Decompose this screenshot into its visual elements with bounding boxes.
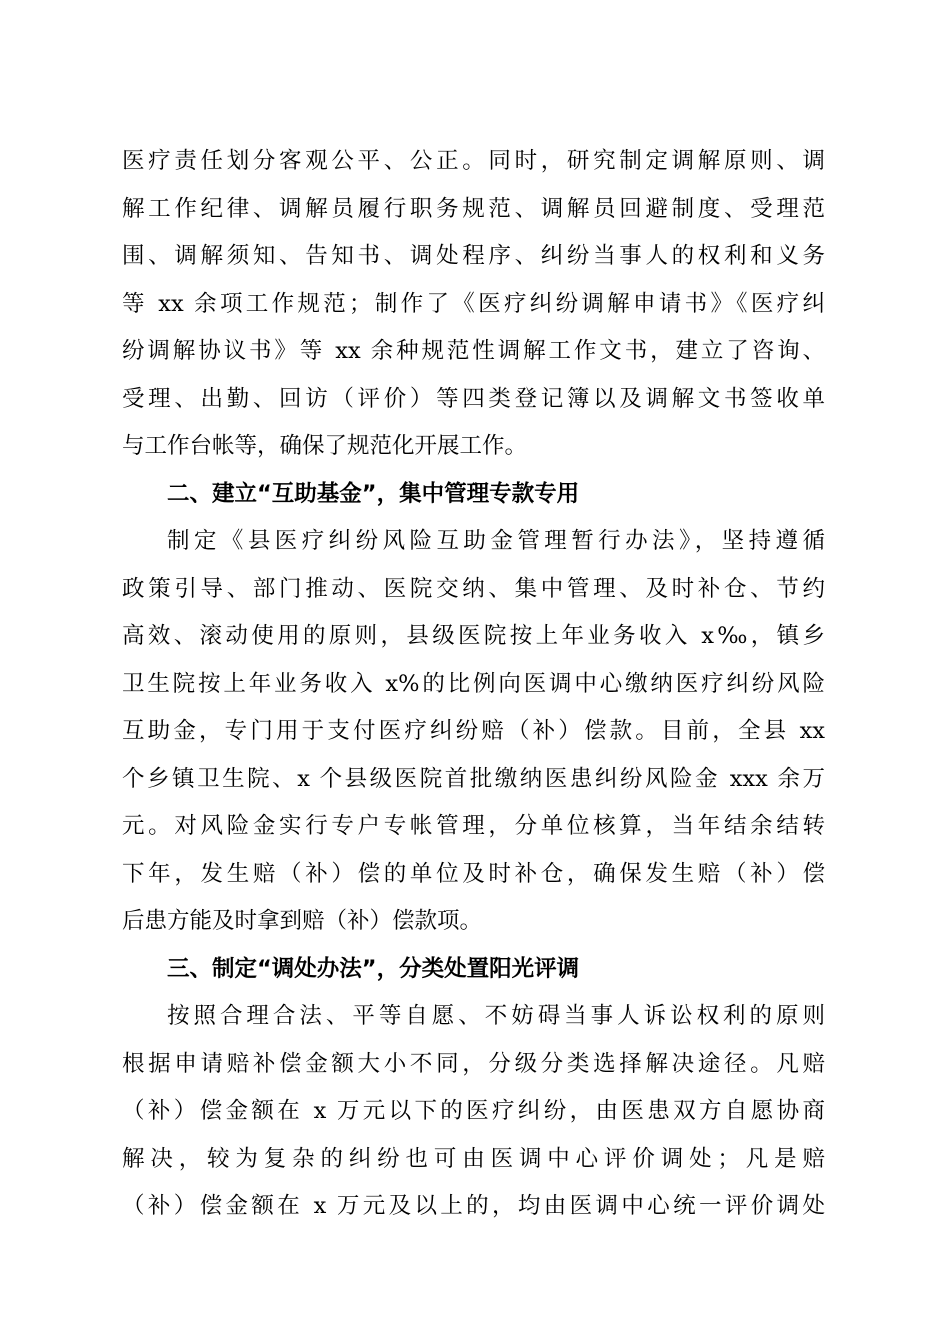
section1-tail-paragraph <box>122 138 825 471</box>
text-line: 等 xx 余项工作规范；制作了《医疗纠纷调解申请书》《医疗纠 <box>122 290 825 317</box>
section3-paragraph <box>122 993 825 1231</box>
section2-heading: 二、建立“互助基金”，集中管理专款专用 <box>167 480 580 507</box>
text-line: 互助金，专门用于支付医疗纠纷赔（补）偿款。目前，全县 xx <box>122 718 825 744</box>
text-line: 高效、滚动使用的原则，县级医院按上年业务收入 x‰，镇乡 <box>122 623 825 649</box>
text-line: 制定《县医疗纠纷风险互助金管理暂行办法》，坚持遵循 <box>167 528 825 554</box>
text-line: 根据申请赔补偿金额大小不同，分级分类选择解决途径。凡赔 <box>122 1050 825 1077</box>
section3-heading: 三、制定“调处办法”，分类处置阳光评调 <box>167 955 580 982</box>
text-line: 政策引导、部门推动、医院交纳、集中管理、及时补仓、节约 <box>122 575 825 602</box>
text-line: 后患方能及时拿到赔（补）偿款项。 <box>122 908 483 934</box>
text-line: 卫生院按上年业务收入 x%的比例向医调中心缴纳医疗纠纷风险 <box>122 670 825 697</box>
text-line: 元。对风险金实行专户专帐管理，分单位核算，当年结余结转 <box>122 813 825 839</box>
section2-paragraph <box>122 518 825 946</box>
text-line: 解工作纪律、调解员履行职务规范、调解员回避制度、受理范 <box>122 195 825 222</box>
text-line: （补）偿金额在 x 万元及以上的，均由医调中心统一评价调处 <box>122 1193 825 1219</box>
text-line: （补）偿金额在 x 万元以下的医疗纠纷，由医患双方自愿协商 <box>122 1098 825 1124</box>
text-line: 与工作台帐等，确保了规范化开展工作。 <box>122 433 528 459</box>
text-line: 下年，发生赔（补）偿的单位及时补仓，确保发生赔（补）偿 <box>122 860 825 887</box>
text-line: 医疗责任划分客观公平、公正。同时，研究制定调解原则、调 <box>122 148 825 174</box>
text-line: 纷调解协议书》等 xx 余种规范性调解工作文书，建立了咨询、 <box>122 338 825 364</box>
text-line: 围、调解须知、告知书、调处程序、纠纷当事人的权利和义务 <box>122 243 825 269</box>
text-line: 解决，较为复杂的纠纷也可由医调中心评价调处；凡是赔 <box>122 1145 825 1172</box>
document-page <box>122 138 825 1231</box>
text-line: 受理、出勤、回访（评价）等四类登记簿以及调解文书签收单 <box>122 385 825 412</box>
text-line: 按照合理合法、平等自愿、不妨碍当事人诉讼权利的原则 <box>167 1003 825 1029</box>
text-line: 个乡镇卫生院、x 个县级医院首批缴纳医患纠纷风险金 xxx 余万 <box>122 765 825 792</box>
